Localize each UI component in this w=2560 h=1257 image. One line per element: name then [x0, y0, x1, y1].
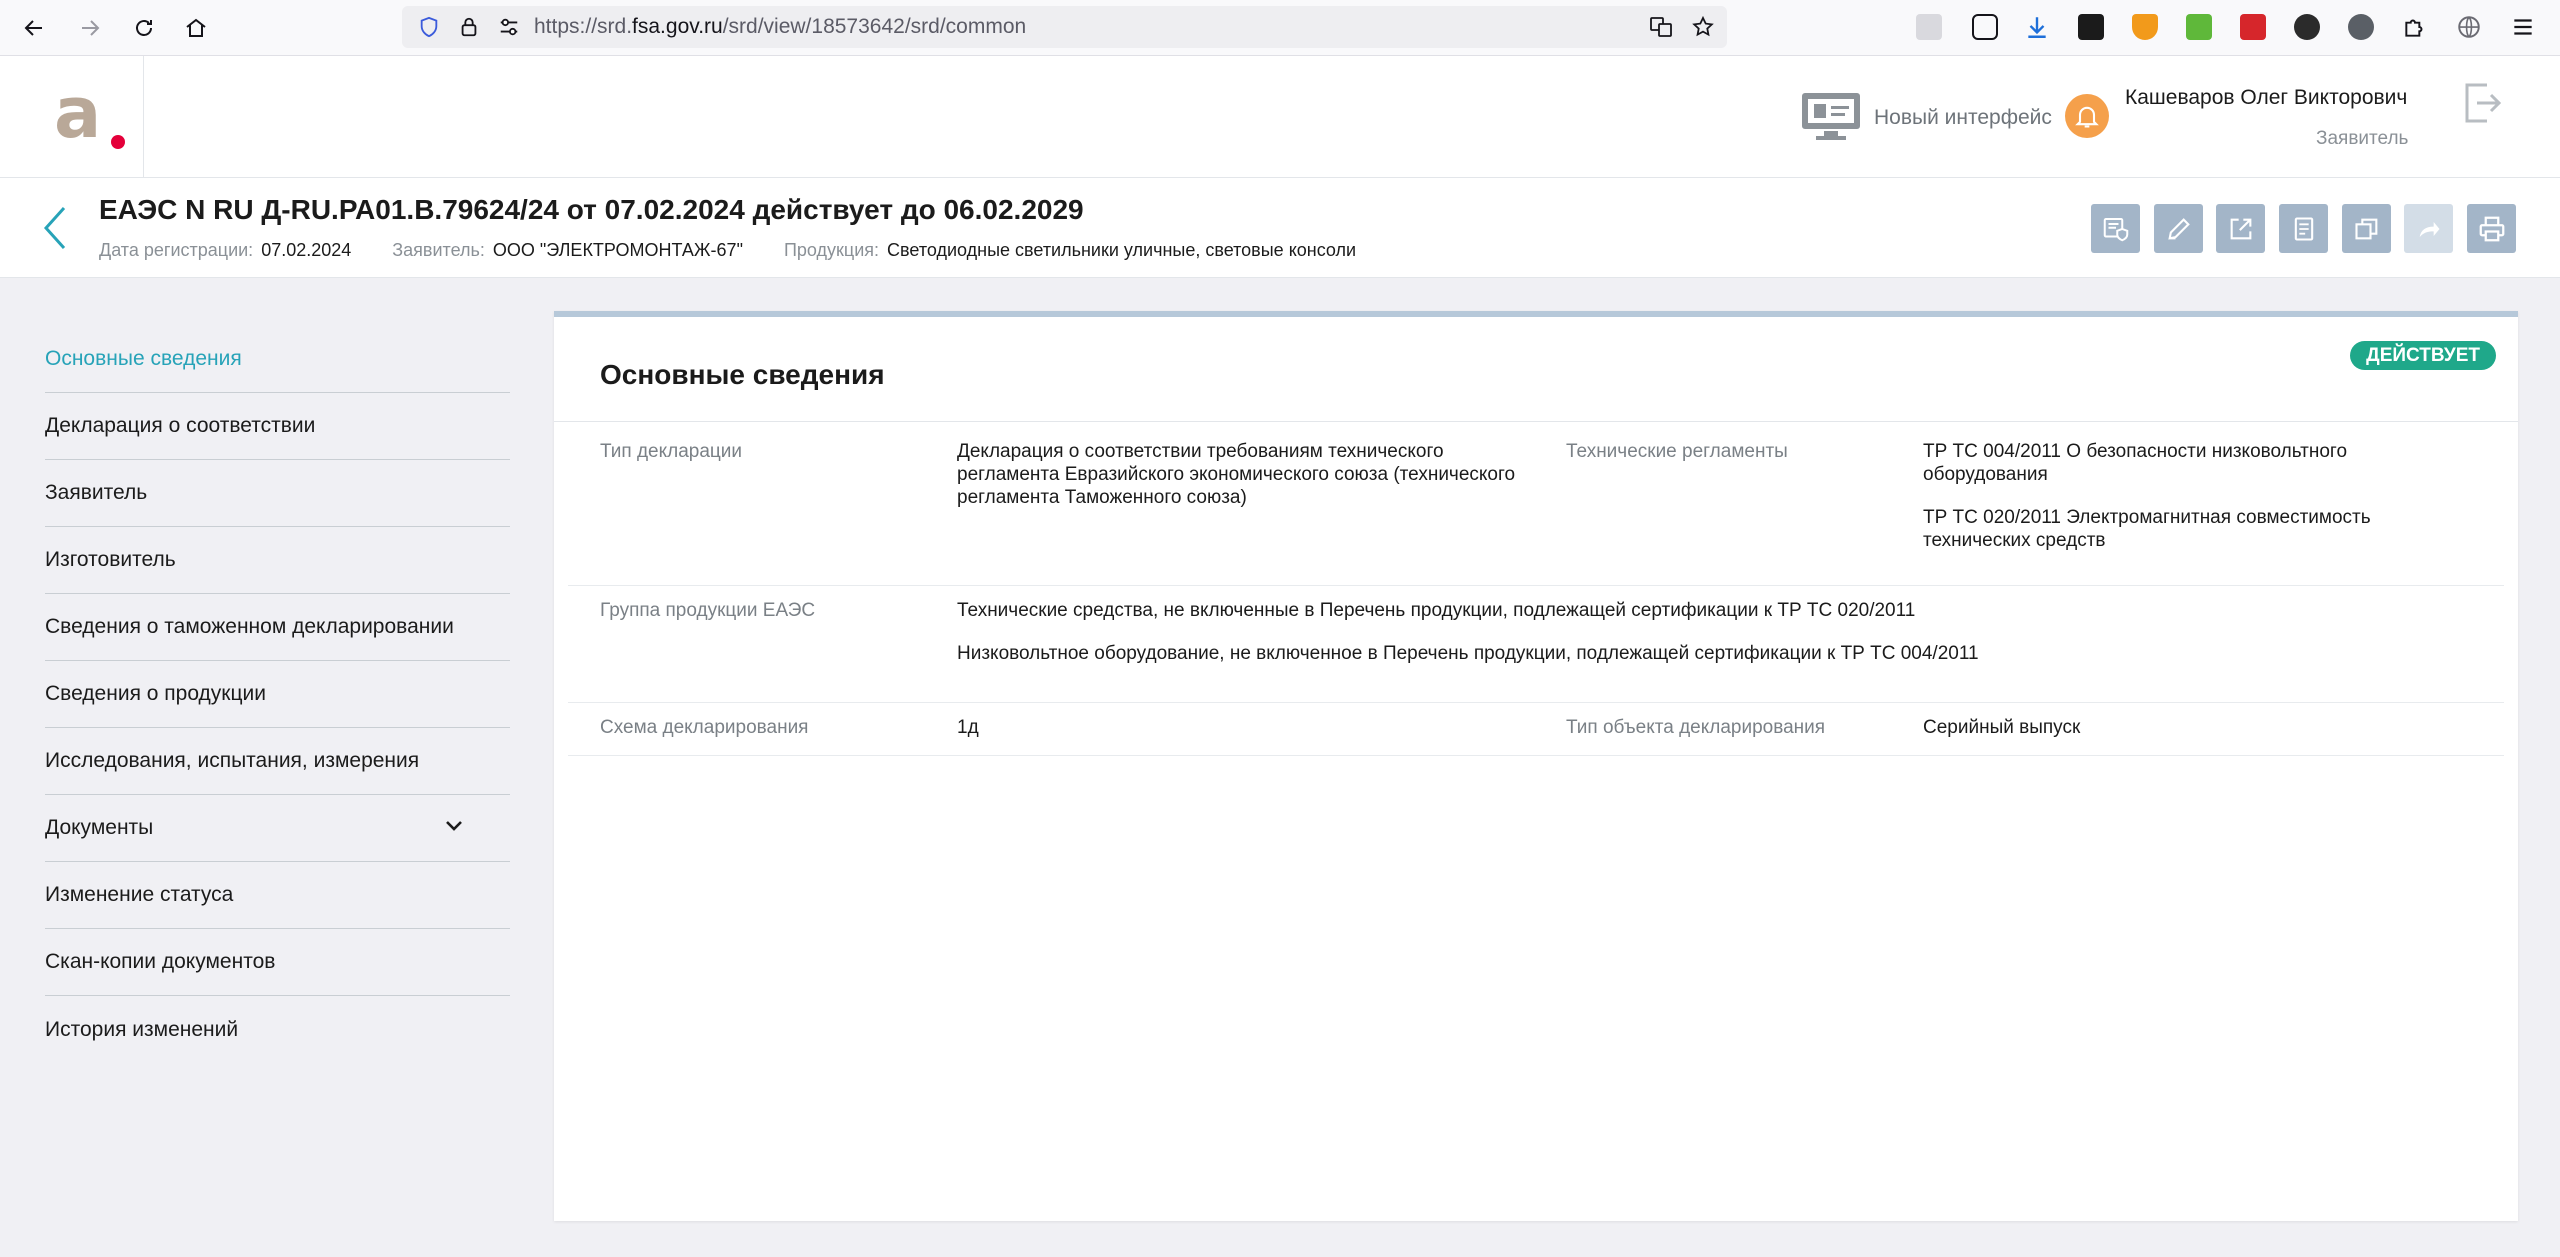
downloads-icon[interactable]	[2024, 14, 2050, 40]
terminal-extension-icon[interactable]	[2078, 14, 2104, 40]
extensions-puzzle-icon[interactable]	[2402, 14, 2428, 40]
sidebar-item-history[interactable]	[45, 996, 510, 1063]
scheme-value: 1д	[957, 717, 979, 738]
forward-icon[interactable]	[74, 12, 106, 44]
sidebar-item-label: Заявитель	[45, 481, 148, 504]
reader-view-icon[interactable]	[1916, 14, 1942, 40]
back-arrow-icon[interactable]	[40, 204, 70, 252]
status-badge: ДЕЙСТВУЕТ	[2350, 341, 2496, 370]
sidebar-item-customs[interactable]	[45, 594, 510, 661]
product-group-value-1: Технические средства, не включенные в Перечень продукции, подлежащей сертификации к ТР ТС 020/2011	[957, 600, 1916, 621]
applicant-value: ООО "ЭЛЕКТРОМОНТАЖ-67"	[492, 240, 743, 260]
sidebar-item-documents[interactable]	[45, 795, 510, 862]
document-title: ЕАЭС N RU Д-RU.РА01.В.79624/24 от 07.02.2024 действует до 06.02.2029	[99, 194, 1084, 225]
decl-type-label: Тип декларации	[600, 441, 743, 462]
reg-date-value: 07.02.2024	[261, 240, 352, 260]
share-button[interactable]	[2404, 204, 2453, 253]
sidebar-item-label: Изменение статуса	[45, 883, 234, 906]
sidebar-item-label: Исследования, испытания, измерения	[45, 749, 420, 772]
globe-icon[interactable]	[2456, 14, 2482, 40]
notifications-bell-icon[interactable]	[2065, 94, 2109, 138]
sidebar-item-products[interactable]	[45, 661, 510, 728]
sidebar-item-basic-info[interactable]	[45, 326, 510, 393]
user-name[interactable]: Кашеваров Олег Викторович	[2125, 86, 2408, 109]
applicant-label: Заявитель:	[392, 240, 485, 260]
sidebar-item-label: Документы	[45, 816, 154, 839]
products-label: Продукция:	[783, 240, 880, 260]
card-divider	[554, 421, 2518, 422]
document-title-bar	[0, 178, 2560, 278]
sidebar-item-manufacturer[interactable]	[45, 527, 510, 594]
sidebar-item-applicant[interactable]	[45, 460, 510, 527]
site-permissions-icon[interactable]	[498, 16, 520, 38]
document-meta	[99, 240, 1392, 261]
sidebar-item-scans[interactable]	[45, 929, 510, 996]
scheme-label: Схема декларирования	[600, 717, 809, 738]
reg-date-label: Дата регистрации:	[99, 240, 254, 260]
home-icon[interactable]	[180, 12, 212, 44]
tech-reg-value-1: ТР ТС 004/2011 О безопасности низковольтного оборудования	[1923, 441, 2348, 485]
sidebar-item-label: Скан-копии документов	[45, 950, 276, 973]
shield-extension-icon[interactable]	[2132, 14, 2158, 40]
decl-type-value: Декларация о соответствии требованиям технического регламента Евразийского экономического союза (технического регламента Таможенного союза)	[957, 441, 1516, 508]
sidebar-item-label: Изготовитель	[45, 548, 176, 571]
sidebar-item-label: Сведения о продукции	[45, 682, 266, 705]
back-icon[interactable]	[18, 12, 50, 44]
pocket-icon[interactable]	[1972, 14, 1998, 40]
logo-letter-icon: a	[54, 72, 102, 154]
open-external-button[interactable]	[2216, 204, 2265, 253]
monitor-icon[interactable]	[1800, 91, 1862, 141]
object-type-label: Тип объекта декларирования	[1566, 717, 1826, 738]
bookmark-star-icon[interactable]	[1691, 15, 1715, 39]
translate-icon[interactable]	[1649, 15, 1673, 39]
logout-icon[interactable]	[2463, 82, 2501, 124]
copy-button[interactable]	[2342, 204, 2391, 253]
url-text: https://srd.fsa.gov.ru/srd/view/18573642/srd/common	[534, 15, 1027, 38]
download-helper-icon[interactable]	[2186, 14, 2212, 40]
document-button[interactable]	[2279, 204, 2328, 253]
logo[interactable]	[0, 56, 144, 178]
browser-toolbar	[0, 0, 2560, 56]
product-group-label: Группа продукции ЕАЭС	[600, 600, 816, 621]
sidebar-item-declaration[interactable]	[45, 393, 510, 460]
products-value: Светодиодные светильники уличные, световые консоли	[887, 240, 1357, 260]
basic-info-card	[554, 311, 2518, 1221]
verify-document-button[interactable]	[2091, 204, 2140, 253]
new-interface-link[interactable]: Новый интерфейс	[1874, 106, 2052, 129]
sidebar-item-label: Декларация о соответствии	[45, 414, 316, 437]
sidebar-nav	[45, 326, 510, 1063]
planet-extension-icon[interactable]	[2348, 14, 2374, 40]
user-role: Заявитель	[2316, 128, 2409, 149]
product-group-value-2: Низковольтное оборудование, не включенное в Перечень продукции, подлежащей сертификации к ТР ТС 004/2011	[957, 643, 1979, 664]
object-type-value: Серийный выпуск	[1923, 717, 2081, 738]
sidebar-item-status-change[interactable]	[45, 862, 510, 929]
chevron-down-icon[interactable]	[444, 819, 464, 833]
edit-button[interactable]	[2154, 204, 2203, 253]
sidebar-item-label: История изменений	[45, 1017, 239, 1041]
lock-icon	[458, 16, 480, 38]
tech-reg-label: Технические регламенты	[1566, 441, 1788, 462]
row-product-group	[568, 587, 2504, 703]
pdf-extension-icon[interactable]	[2240, 14, 2266, 40]
print-button[interactable]	[2467, 204, 2516, 253]
card-title: Основные сведения	[600, 359, 885, 390]
menu-icon[interactable]	[2510, 14, 2536, 40]
app-header	[0, 56, 2560, 178]
tech-reg-value-2: ТР ТС 020/2011 Электромагнитная совместимость технических средств	[1923, 507, 2371, 551]
shield-icon	[418, 16, 440, 38]
sidebar-item-label: Сведения о таможенном декларировании	[45, 615, 454, 638]
camera-extension-icon[interactable]	[2294, 14, 2320, 40]
sidebar-item-tests[interactable]	[45, 728, 510, 795]
row-scheme	[568, 704, 2504, 756]
logo-dot-icon	[111, 135, 125, 149]
sidebar-item-label: Основные сведения	[45, 347, 242, 370]
reload-icon[interactable]	[128, 12, 160, 44]
row-declaration-type	[568, 428, 2504, 586]
